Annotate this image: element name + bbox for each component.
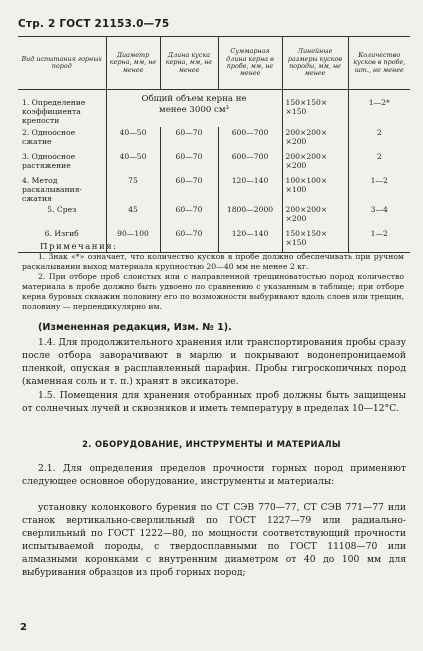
total-length: 600—700 [218, 151, 282, 175]
piece-size: 150×150× ×150 [282, 90, 348, 128]
paragraph-1-4 [22, 336, 406, 388]
notes-block [22, 252, 404, 312]
piece-length: 60—70 [160, 175, 218, 204]
test-name: 5. Срез [47, 205, 77, 214]
col-header: Суммарная длина керна в пробе, мм, не менее [218, 37, 282, 90]
table-row [18, 175, 410, 204]
sample-requirements-table [18, 36, 410, 253]
total-length: 1800—2000 [218, 204, 282, 228]
core-diameter: 40—50 [106, 127, 160, 151]
col-header: Длина куска керна, мм, не менее [160, 37, 218, 90]
piece-size: 150×150× ×150 [282, 228, 348, 253]
table-row [18, 90, 410, 128]
merged-cell: Общий объем керна не менее 3000 см³ [106, 90, 282, 128]
table-row [18, 151, 410, 175]
test-name: 6. Изгиб [18, 228, 106, 253]
paragraph-text: 2.1. Для определения пределов прочности горных пород применяют следующее основное оборудование, инструменты и материалы: [22, 463, 406, 487]
test-name: 2. Одноосное сжатие [22, 128, 76, 146]
paragraph-text: 1.4. Для продолжительного хранения или транспортирования пробы сразу после отбора заворачивают в марлю и покрывают водонепроницаемой пленкой, опуская в расплавленный парафин. Пробы гигроскопичных пород (каменная соль и т. п.) хранят в эксикаторе. [22, 337, 406, 387]
piece-size: 200×200× ×200 [282, 204, 348, 228]
piece-length: 60—70 [160, 204, 218, 228]
piece-count: 2 [348, 127, 410, 151]
test-name: 1. Определение коэффициента крепости [22, 98, 86, 125]
piece-size: 100×100× ×100 [282, 175, 348, 204]
table-row [18, 204, 410, 228]
test-name: 3. Одноосное растяжение [22, 152, 76, 170]
test-name: 4. Метод раскалывания-сжатия [22, 176, 83, 203]
piece-count: 1—2 [348, 175, 410, 204]
table-header-row [18, 37, 410, 90]
piece-size: 200×200× ×200 [282, 127, 348, 151]
total-length: 120—140 [218, 175, 282, 204]
core-diameter: 90—100 [106, 228, 160, 253]
col-header: Диаметр керна, мм, не менее [106, 37, 160, 90]
note-2: 2. При отборе проб слоистых или с направленной трещиноватостью пород количество материала в пробе должно быть удвоено по сравнению с указанным в таблице; при отборе керна буровых скважин половину его по возможности выбуривают вдоль слоев или трещин, половину — перпендикулярно им. [22, 272, 404, 311]
paragraph-text: установку колонкового бурения по СТ СЭВ 770—77, СТ СЭВ 771—77 или станок вертикально-сверлильный по ГОСТ 1227—79 или радиально-сверлильный по ГОСТ 1222—80, по мощности соответствующий прочности испытываемой породы, с твердосплавными по ГОСТ 11108—70 или алмазными коронками с внутренним диаметром от 40 до 100 мм для выбуривания образцов из проб горных пород; [22, 502, 406, 578]
section-heading: 2. ОБОРУДОВАНИЕ, ИНСТРУМЕНТЫ И МАТЕРИАЛЫ [82, 439, 341, 449]
col-header: Количество кусков в пробе, шт., не менее [348, 37, 410, 90]
notes-title: Примечания: [40, 242, 118, 252]
piece-count: 1—2* [348, 90, 410, 128]
page-number: 2 [20, 622, 27, 633]
core-diameter: 75 [106, 175, 160, 204]
col-header: Линейные размеры кусков породы, мм, не менее [282, 37, 348, 90]
page-header: Стр. 2 ГОСТ 21153.0—75 [18, 18, 170, 30]
paragraph-1-5 [22, 389, 406, 415]
col-header: Вид испытания горных пород [18, 37, 106, 90]
paragraph-2-1 [22, 462, 406, 488]
total-length: 600—700 [218, 127, 282, 151]
piece-count: 3—4 [348, 204, 410, 228]
piece-length: 60—70 [160, 228, 218, 253]
core-diameter: 40—50 [106, 151, 160, 175]
paragraph-text: 1.5. Помещения для хранения отобранных проб должны быть защищены от солнечных лучей и сквозняков и иметь температуру в пределах 10—12°С. [22, 390, 406, 414]
piece-count: 1—2 [348, 228, 410, 253]
paragraph-2-1-list-item [22, 501, 406, 579]
table-row [18, 127, 410, 151]
total-length: 120—140 [218, 228, 282, 253]
piece-count: 2 [348, 151, 410, 175]
piece-length: 60—70 [160, 151, 218, 175]
core-diameter: 45 [106, 204, 160, 228]
piece-size: 200×200× ×200 [282, 151, 348, 175]
note-1: 1. Знак «*» означает, что количество кусков в пробе должно обеспечивать при ручном раскалывании выход материала крупностью 20—40 мм не менее 2 кг. [22, 252, 404, 271]
amendment-note: (Измененная редакция, Изм. № 1). [38, 322, 232, 333]
piece-length: 60—70 [160, 127, 218, 151]
